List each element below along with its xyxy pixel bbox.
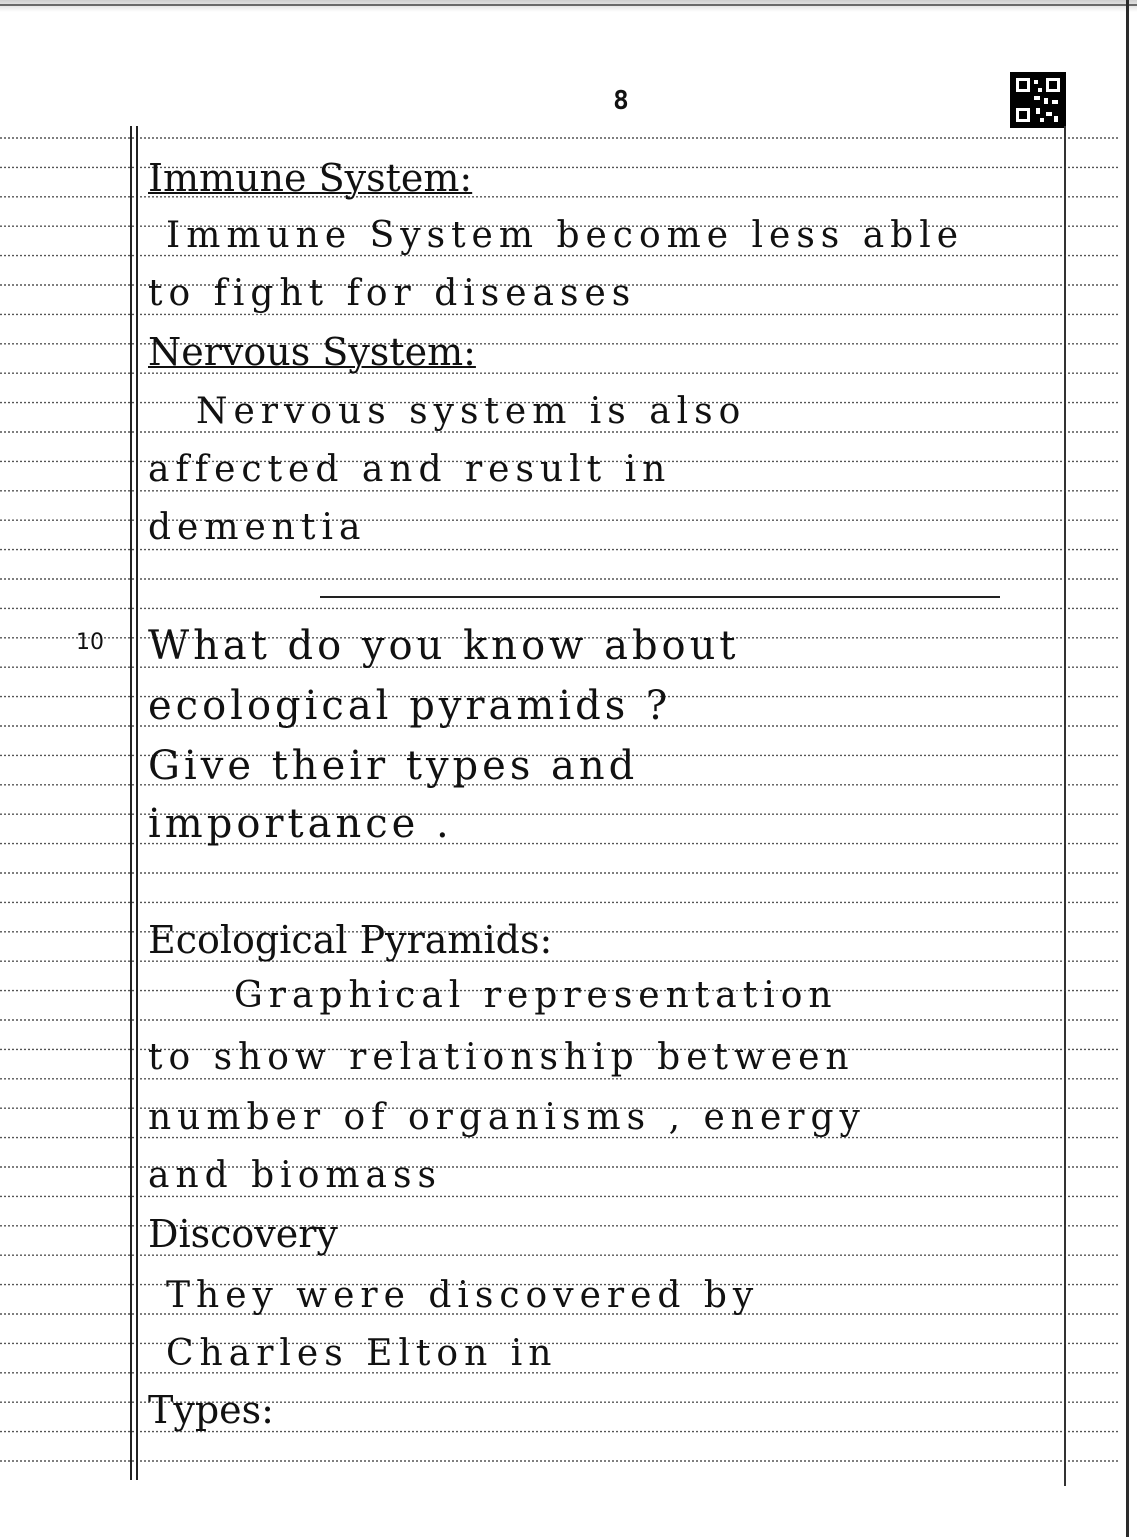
text-line: affected and result in <box>148 449 672 490</box>
question-line: importance . <box>148 801 453 847</box>
text-line: Graphical representation <box>234 975 838 1016</box>
heading-discovery: Discovery <box>148 1212 338 1256</box>
text-line: dementia <box>148 507 367 548</box>
heading-immune-system: Immune System: <box>148 156 473 200</box>
question-number: 10 <box>76 630 104 655</box>
page-number: 8 <box>613 86 629 116</box>
question-line: ecological pyramids ? <box>148 683 672 729</box>
text-line: Charles Elton in <box>166 1333 558 1374</box>
text-line: and biomass <box>148 1155 442 1196</box>
heading-nervous-system: Nervous System: <box>148 330 476 374</box>
heading-types: Types: <box>148 1388 274 1432</box>
text-line: Immune System become less able <box>166 215 965 256</box>
margin-line <box>130 126 132 1480</box>
margin-line-inner <box>136 126 138 1480</box>
section-separator <box>320 596 1000 598</box>
text-line: They were discovered by <box>166 1275 760 1316</box>
heading-ecological-pyramids: Ecological Pyramids: <box>148 918 553 962</box>
text-line: to show relationship between <box>148 1037 855 1078</box>
text-line: number of organisms , energy <box>148 1097 866 1138</box>
text-line: to fight for diseases <box>148 273 637 314</box>
question-line: Give their types and <box>148 743 639 789</box>
text-line: Nervous system is also <box>196 391 747 432</box>
question-line: What do you know about <box>148 623 740 669</box>
right-margin-line <box>1064 126 1066 1486</box>
